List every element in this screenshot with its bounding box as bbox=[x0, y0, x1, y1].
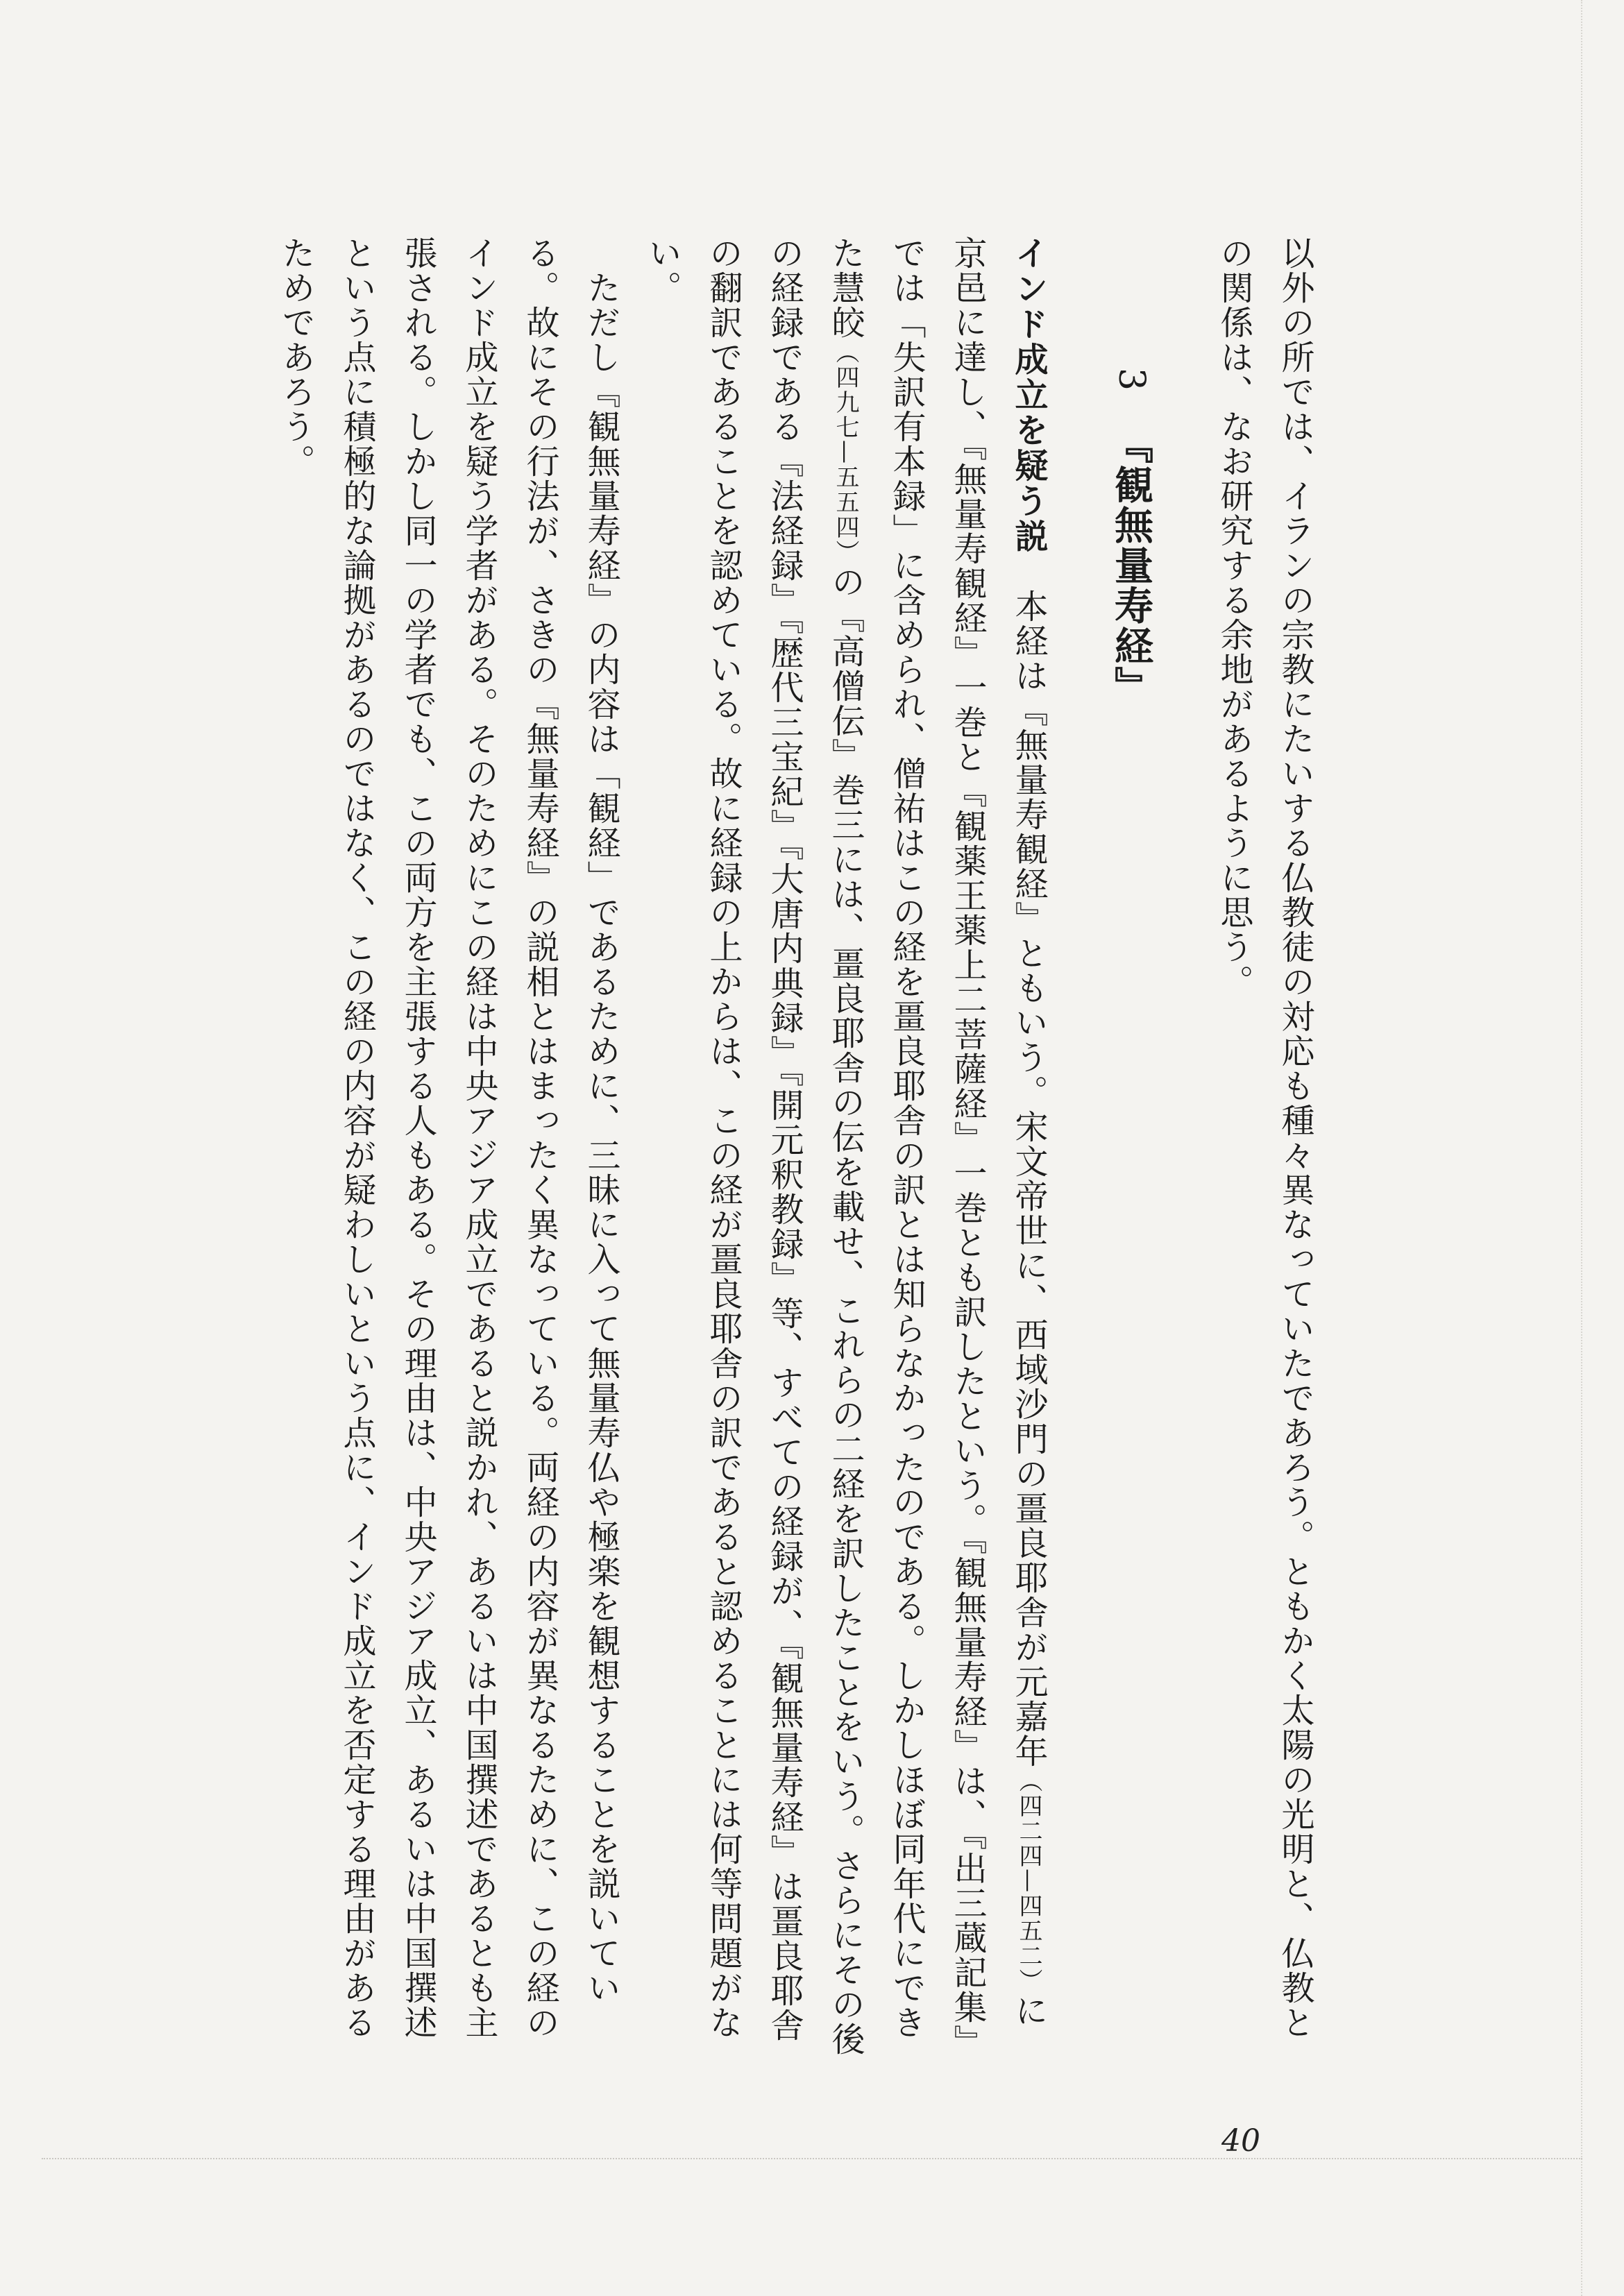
paragraph-3-text: ただし『観無量寿経』の内容は「観経」であるために、三昧に入って無量寿仏や極楽を観想することを説いている。故にその行法が、さきの『無量寿経』の説相とはまったく異なっている。両経の内容が異なるために、この経のインド成立を疑う学者がある。そのためにこの経は中央アジア成立であると説かれ、あるいは中国撰述であるとも主張される。しかし同一の学者でも、この両方を主張する人もある。その理由は、中央アジア成立、あるいは中国撰述という点に積極的な論拠があるのではなく、この経の内容が疑わしいという点に、インド成立を否定する理由があるためであろう。 bbox=[276, 236, 620, 2040]
page-edge bbox=[1581, 0, 1582, 2296]
paragraph-1-text: 以外の所では、イランの宗教にたいする仏教徒の対応も種々異なっていたであろう。ともかく太陽の光明と、仏教との関係は、なお研究する余地があるように思う。 bbox=[1215, 236, 1314, 2040]
page-number: 40 bbox=[1221, 2123, 1260, 2159]
paragraph-2-text-a: 本経は『無量寿観経』ともいう。宋文帝世に、西域沙門の畺良耶舎が元嘉年 bbox=[1009, 589, 1048, 1769]
paragraph-2-date-2: （四九七—五五四） bbox=[831, 340, 859, 565]
run-in-heading: インド成立を疑う説 bbox=[1009, 236, 1048, 554]
paragraph-3 bbox=[265, 236, 632, 2061]
section-heading bbox=[1101, 236, 1162, 2061]
paragraph-2-text-e: の『高僧伝』巻三には、畺良耶舎の伝を載せ、これらの二経を訳したことをいう。さらにその後の経録である『法経録』『歴代三宝紀』『大唐内典録』『開元釈教録』等、すべての経録が、『観無量寿経』は畺良耶舎の翻訳であることを認めている。故に経録の上からは、この経が畺良耶舎の訳であると認めることには何等問題がない。 bbox=[643, 236, 865, 2057]
paragraph-2-text-c: に京邑に達し、『無量寿観経』一巻と『観薬王薬上二菩薩経』一巻とも訳したという。『観無量寿経』は、『出三蔵記集』では「失訳有本録」に含められ、僧祐はこの経を畺良耶舎の訳とは知らなかったのである。しかしほぼ同年代にできた慧皎 bbox=[826, 236, 1048, 2059]
paragraph-2-date-1: （四二四—四五二） bbox=[1015, 1769, 1042, 1993]
paragraph-continuation bbox=[1203, 236, 1326, 2061]
paragraph-2 bbox=[632, 236, 1059, 2061]
footer-dotted-line bbox=[42, 2158, 1582, 2159]
section-number: 3 bbox=[1110, 368, 1152, 393]
vertical-text-block bbox=[265, 236, 1326, 2061]
section-title: 『観無量寿経』 bbox=[1108, 425, 1154, 707]
